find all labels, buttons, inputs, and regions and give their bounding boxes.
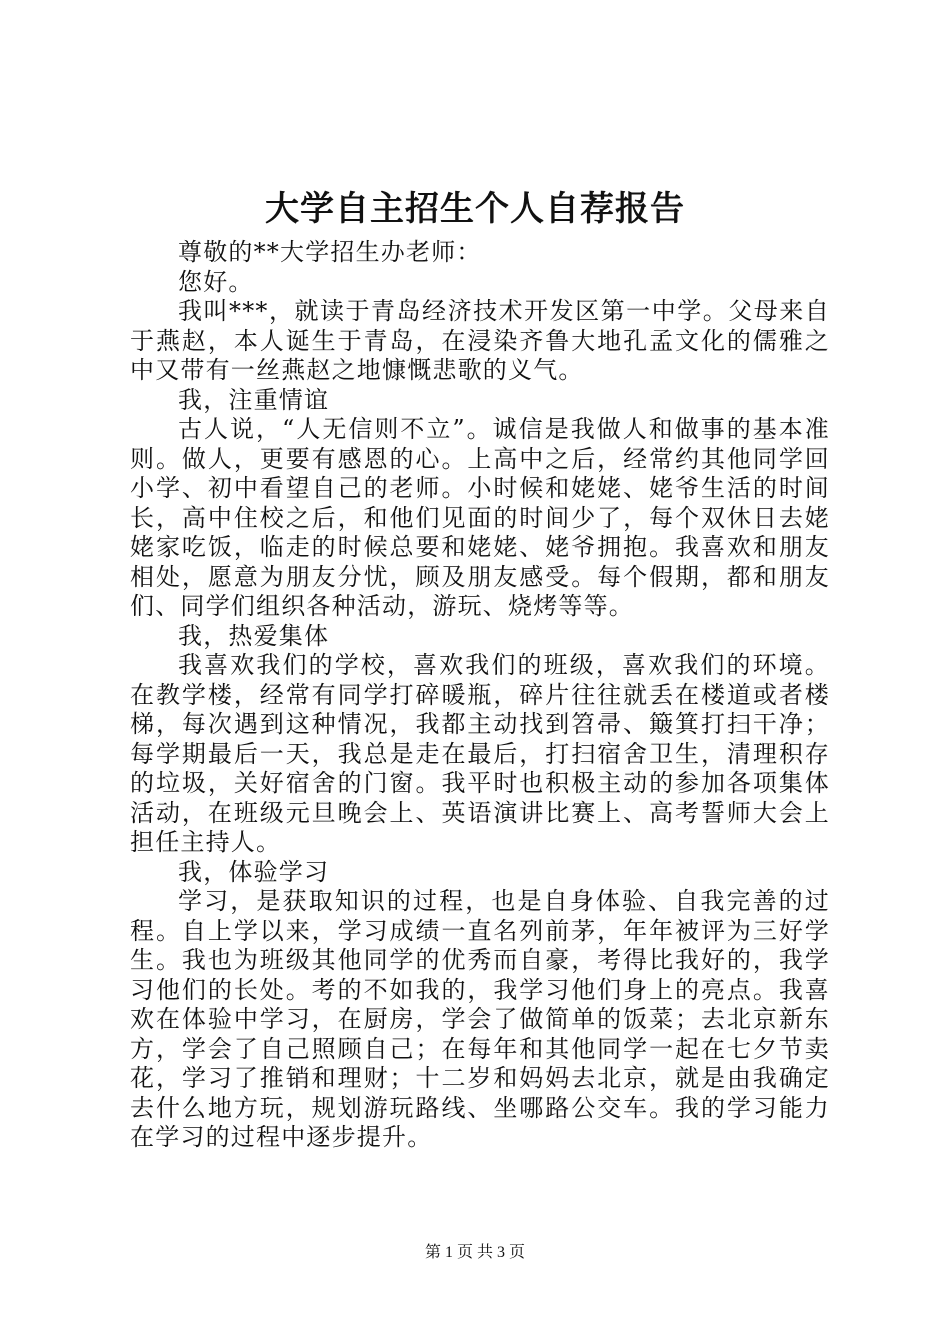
intro-paragraph: 我叫***，就读于青岛经济技术开发区第一中学。父母来自于燕赵，本人诞生于青岛，在浸染齐鲁大地孔孟文化的儒雅之中又带有一丝燕赵之地慷慨悲歌的义气。	[130, 297, 830, 384]
friendship-paragraph: 古人说，“人无信则不立”。诚信是我做人和做事的基本准则。做人，更要有感恩的心。上高中之后，经常约其他同学回小学、初中看望自己的老师。小时候和姥姥、姥爷生活的时间长，高中住校之后，和他们见面的时间少了，每个双休日去姥姥家吃饭，临走的时候总要和姥姥、姥爷拥抱。我喜欢和朋友相处，愿意为朋友分忧，顾及朋友感受。每个假期，都和朋友们、同学们组织各种活动，游玩、烧烤等等。	[130, 415, 830, 620]
section-heading-learning: 我，体验学习	[178, 857, 330, 886]
greeting: 您好。	[178, 267, 254, 296]
collective-paragraph: 我喜欢我们的学校，喜欢我们的班级，喜欢我们的环境。在教学楼，经常有同学打碎暖瓶，碎片往往就丢在楼道或者楼梯，每次遇到这种情况，我都主动找到笤帚、簸箕打扫干净；每学期最后一天，我总是走在最后，打扫宿舍卫生，清理积存的垃圾，关好宿舍的门窗。我平时也积极主动的参加各项集体活动，在班级元旦晚会上、英语演讲比赛上、高考誓师大会上担任主持人。	[130, 651, 830, 856]
salutation: 尊敬的**大学招生办老师：	[178, 238, 482, 266]
section-heading-collective: 我，热爱集体	[178, 621, 330, 650]
learning-paragraph: 学习，是获取知识的过程，也是自身体验、自我完善的过程。自上学以来，学习成绩一直名列前茅，年年被评为三好学生。我也为班级其他同学的优秀而自豪，考得比我好的，我学习他们的长处。考的不如我的，我学习他们身上的亮点。我喜欢在体验中学习，在厨房，学会了做简单的饭菜；去北京新东方，学会了自己照顾自己；在每年和其他同学一起在七夕节卖花，学习了推销和理财；十二岁和妈妈去北京，就是由我确定去什么地方玩，规划游玩路线、坐哪路公交车。我的学习能力在学习的过程中逐步提升。	[130, 887, 830, 1151]
document-title: 大学自主招生个人自荐报告	[265, 189, 685, 229]
page-number-footer: 第 1 页 共 3 页	[424, 1244, 525, 1261]
section-heading-friendship: 我，注重情谊	[178, 385, 330, 414]
document-body	[130, 238, 830, 1153]
